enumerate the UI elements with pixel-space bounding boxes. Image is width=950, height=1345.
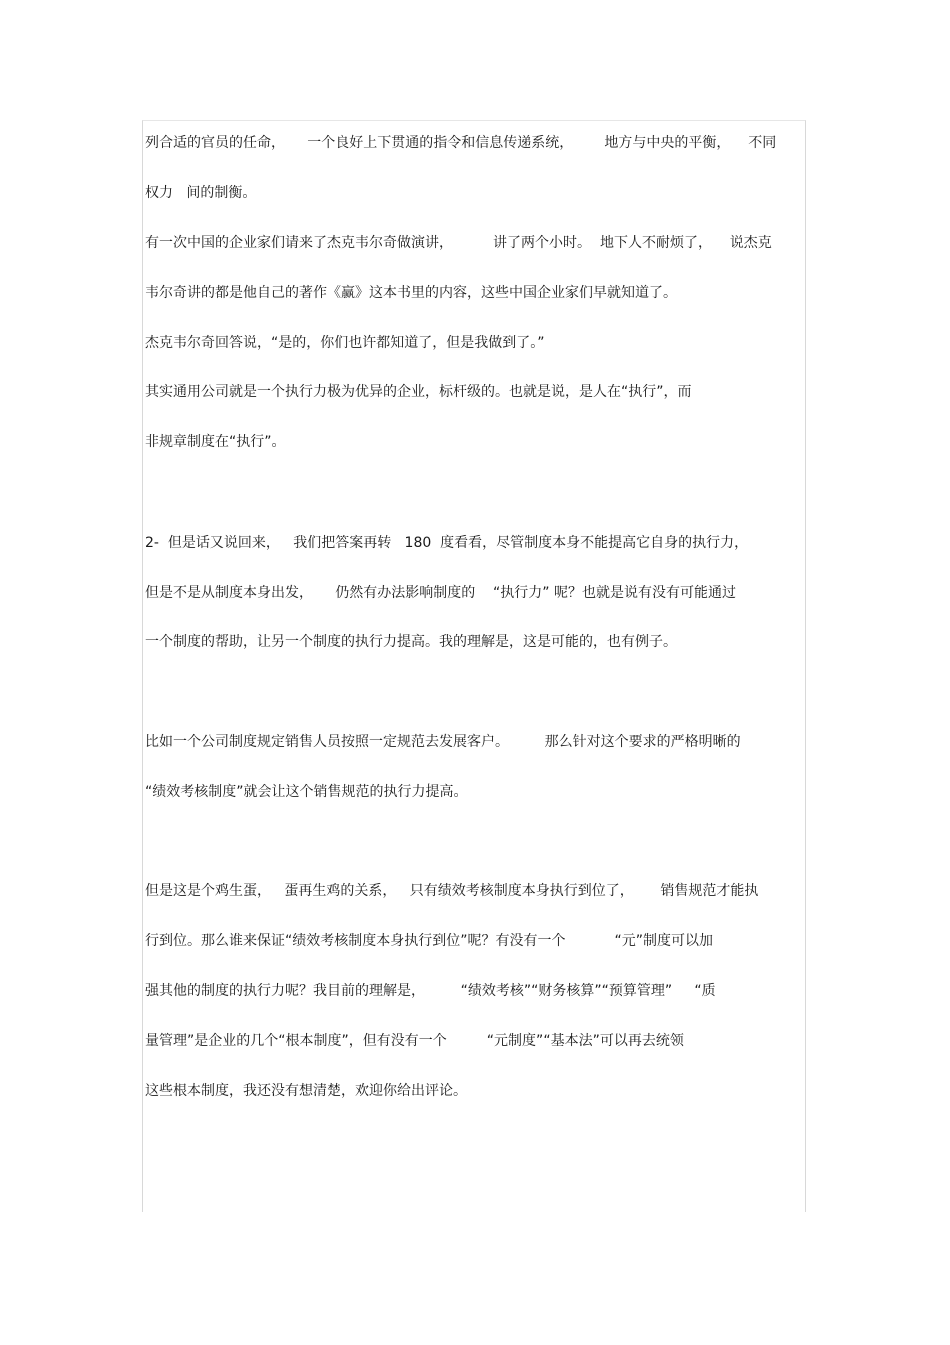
text-line: 韦尔奇讲的都是他自己的著作《赢》这本书里的内容，这些中国企业家们早就知道了。 (145, 285, 677, 301)
text-line: 强其他的制度的执行力呢？我目前的理解是， “绩效考核”“财务核算”“预算管理” “质 (145, 983, 716, 999)
text-line: 列合适的官员的任命， 一个良好上下贯通的指令和信息传递系统， 地方与中央的平衡， 不同 (145, 135, 777, 151)
text-line: 但是这是个鸡生蛋， 蛋再生鸡的关系， 只有绩效考核制度本身执行到位了， 销售规范才能执 (145, 883, 759, 899)
text-line: 比如一个公司制度规定销售人员按照一定规范去发展客户。 那么针对这个要求的严格明晰的 (145, 734, 741, 750)
text-line: 其实通用公司就是一个执行力极为优异的企业，标杆级的。也就是说，是人在“执行”，而 (145, 384, 692, 400)
text-line: 权力 间的制衡。 (145, 185, 257, 201)
text-line: 一个制度的帮助，让另一个制度的执行力提高。我的理解是，这是可能的，也有例子。 (145, 634, 677, 650)
text-line: 行到位。那么谁来保证“绩效考核制度本身执行到位”呢？有没有一个 “元”制度可以加 (145, 933, 713, 949)
text-line: 2- 但是话又说回来， 我们把答案再转 180 度看看，尽管制度本身不能提高它自身的执行力， (145, 535, 749, 551)
text-line: 但是不是从制度本身出发， 仍然有办法影响制度的 “执行力” 呢？也就是说有没有可能通过 (145, 585, 737, 601)
text-line: 有一次中国的企业家们请来了杰克韦尔奇做演讲， 讲了两个小时。 地下人不耐烦了， 说杰克 (145, 235, 772, 251)
text-line: 量管理”是企业的几个“根本制度”，但有没有一个 “元制度”“基本法”可以再去统领 (145, 1033, 684, 1049)
text-line: 非规章制度在“执行”。 (145, 434, 286, 450)
text-line: 杰克韦尔奇回答说，“是的，你们也许都知道了，但是我做到了。” (145, 335, 545, 351)
text-line: 这些根本制度，我还没有想清楚，欢迎你给出评论。 (145, 1083, 467, 1099)
text-line: “绩效考核制度”就会让这个销售规范的执行力提高。 (145, 784, 468, 800)
